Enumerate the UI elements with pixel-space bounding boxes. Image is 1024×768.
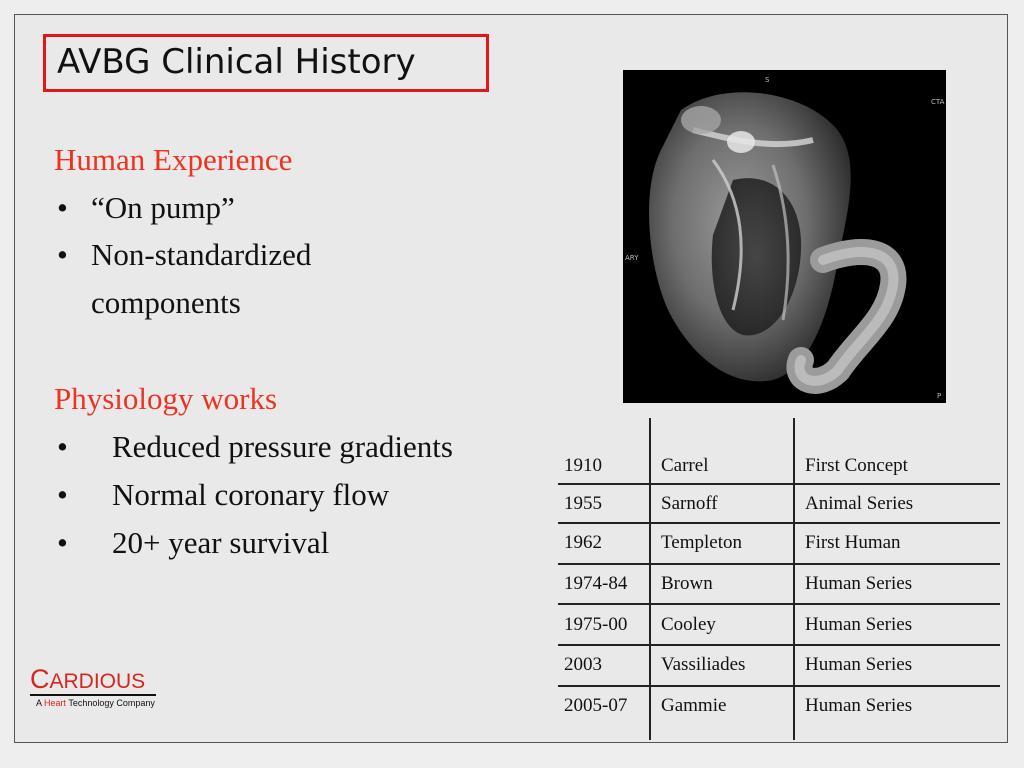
bullet-dot-icon: • [57,477,68,512]
table-cell-milestone: Human Series [805,654,913,675]
table-cell-milestone: First Human [805,532,901,553]
table-cell-year: 1962 [564,532,602,553]
bullet-text: components [91,285,241,320]
table-cell-surgeon: Sarnoff [661,493,718,514]
logo-underline [30,694,156,696]
bullet-text: Non-standardized [91,237,312,272]
table-cell-surgeon: Carrel [661,455,709,476]
ct-heart-scan-image [623,70,946,403]
table-cell-year: 1975-00 [564,614,628,635]
table-cell-surgeon: Vassiliades [661,654,746,675]
bullet-dot-icon: • [57,525,68,560]
table-cell-year: 2005-07 [564,695,628,716]
bullet-text: 20+ year survival [112,525,330,560]
table-cell-year: 1955 [564,493,602,514]
table-cell-milestone: Animal Series [805,493,914,514]
scan-label: ARY [625,254,639,262]
section-heading-human-experience: Human Experience [54,142,293,177]
table-cell-milestone: Human Series [805,614,913,635]
table-cell-milestone: Human Series [805,573,913,594]
bullet-text: Normal coronary flow [112,477,390,512]
bullet-dot-icon: • [57,237,68,272]
logo-wordmark: CARDIOUS [30,664,146,694]
section-heading-physiology-works: Physiology works [54,381,278,416]
table-cell-surgeon: Cooley [661,614,716,635]
bullet-text: Reduced pressure gradients [112,429,453,464]
table-cell-surgeon: Gammie [661,695,727,716]
bullet-dot-icon: • [57,190,68,225]
slide [14,14,1008,743]
scan-label: P [937,392,942,400]
table-cell-milestone: First Concept [805,455,908,476]
scan-label: CTA [931,98,945,106]
slide-title: AVBG Clinical History [57,42,416,82]
table-cell-year: 2003 [564,654,602,675]
heart-scan-illustration [623,70,946,403]
table-cell-year: 1910 [564,455,602,476]
logo-tagline: A Heart Technology Company [36,698,155,708]
cardious-logo [30,664,156,708]
table-cell-surgeon: Templeton [661,532,742,553]
history-table [558,418,1000,740]
title-box [43,34,489,92]
table-cell-milestone: Human Series [805,695,913,716]
table-cell-year: 1974-84 [564,573,628,594]
table-cell-surgeon: Brown [661,573,713,594]
bullet-dot-icon: • [57,429,68,464]
bullet-text: “On pump” [91,190,235,225]
scan-label: S [765,76,770,84]
